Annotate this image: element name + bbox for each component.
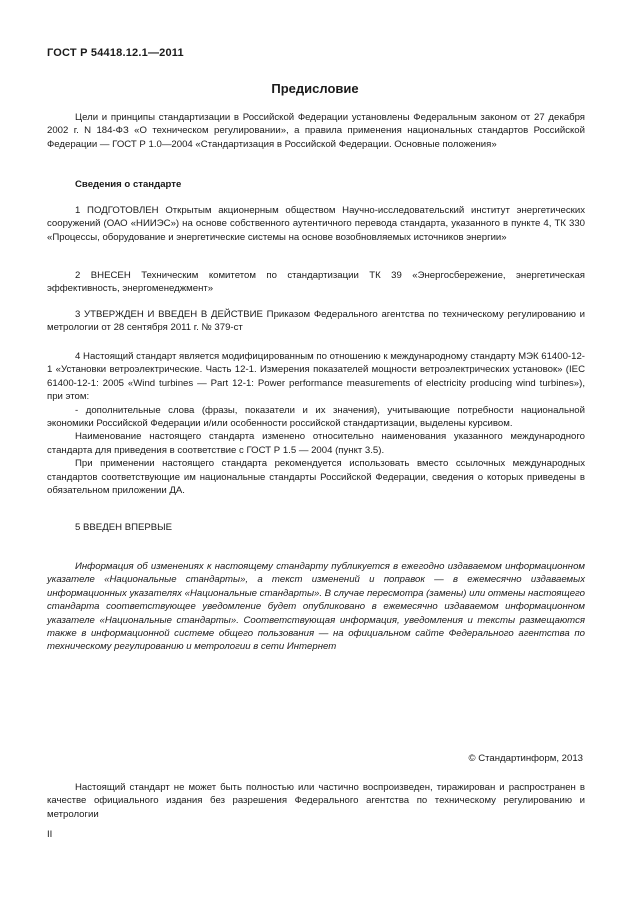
item-4-paragraph-name-change: Наименование настоящего стандарта изменено относительно наименования указанного международного стандарта для приведения в соответствие с ГОСТ Р 1.5 — 2004 (пункт 3.5). (47, 431, 585, 456)
intro-block (47, 111, 585, 151)
item-1-paragraph: 1 ПОДГОТОВЛЕН Открытым акционерным обществом Научно-исследовательский институт энергетических сооружений (ОАО «НИИЭС») на основе собственного аутентичного перевода стандарта, указанного в пункте 4, ТК 330 «Процессы, оборудование и энергетические системы на основе возобновляемых источников энергии» (47, 205, 585, 243)
item-3-paragraph: 3 УТВЕРЖДЕН И ВВЕДЕН В ДЕЙСТВИЕ Приказом Федерального агентства по техническому регулированию и метрологии от 28 сентября 2011 г. № 379-ст (47, 309, 585, 334)
document-code-header: ГОСТ Р 54418.12.1—2011 (47, 47, 184, 59)
item-2-paragraph: 2 ВНЕСЕН Техническим комитетом по стандартизации ТК 39 «Энергосбережение, энергетическая эффективность, энергоменеджмент» (47, 270, 585, 295)
item-5-block (47, 521, 585, 534)
item-4-block (47, 350, 585, 497)
item-4-paragraph-additions: - дополнительные слова (фразы, показатели и их значения), учитывающие потребности национальной экономики Российской Федерации и/или особенности российской стандартизации, выделены курсивом. (47, 404, 585, 430)
reproduction-notice-block (47, 781, 585, 821)
item-5-paragraph: 5 ВВЕДЕН ВПЕРВЫЕ (75, 522, 173, 533)
reproduction-notice-paragraph: Настоящий стандарт не может быть полностью или частично воспроизведен, тиражирован и распространен в качестве официального издания без разрешения Федерального агентства по техническому регулированию и метрологии (47, 782, 585, 820)
item-4-paragraph-references: При применении настоящего стандарта рекомендуется использовать вместо ссылочных международных стандартов соответствующие им национальные стандарты Российской Федерации, сведения о которых приведены в обязательном приложении ДА. (47, 458, 585, 497)
page-number: II (47, 829, 53, 840)
item-3-block (47, 308, 585, 335)
item-2-block (47, 269, 585, 296)
section-heading-block (47, 178, 585, 191)
copyright-line: © Стандартинформ, 2013 (468, 753, 583, 764)
page-title: Предисловие (271, 81, 359, 96)
info-notice-paragraph: Информация об изменениях к настоящему стандарту публикуется в ежегодно издаваемом информационном указателе «Национальные стандарты», а текст изменений и поправок — в ежемесячно издаваемых информационных указателях «Национальные стандарты». В случае пересмотра (замены) или отмены настоящего стандарта соответствующее уведомление будет опубликовано в ежемесячно издаваемом информационном указателе «Национальные стандарты». Соответствующая информация, уведомления и тексты размещаются также в информационной системе общего пользования — на официальном сайте Федерального агентства по техническому регулированию и метрологии в сети Интернет (47, 561, 585, 653)
info-notice-block (47, 560, 585, 654)
section-heading: Сведения о стандарте (75, 179, 182, 190)
intro-paragraph: Цели и принципы стандартизации в Российской Федерации установлены Федеральным законом от 27 декабря 2002 г. N 184-ФЗ «О техническом регулировании», а правила применения национальных стандартов Российской Федерации — ГОСТ Р 1.0—2004 «Стандартизация в Российской Федерации. Основные положения» (47, 112, 585, 150)
item-1-block (47, 204, 585, 244)
item-4-paragraph-main: 4 Настоящий стандарт является модифицированным по отношению к международному стандарту МЭК 61400-12-1 «Установки ветроэлектрические. Часть 12-1. Измерения показателей мощности ветроэлектрических установок» (IEC 61400-12-1: 2005 «Wind turbines — Part 12-1: Power performance measurements of electricity producing wind turbines»), при этом: (47, 351, 585, 403)
